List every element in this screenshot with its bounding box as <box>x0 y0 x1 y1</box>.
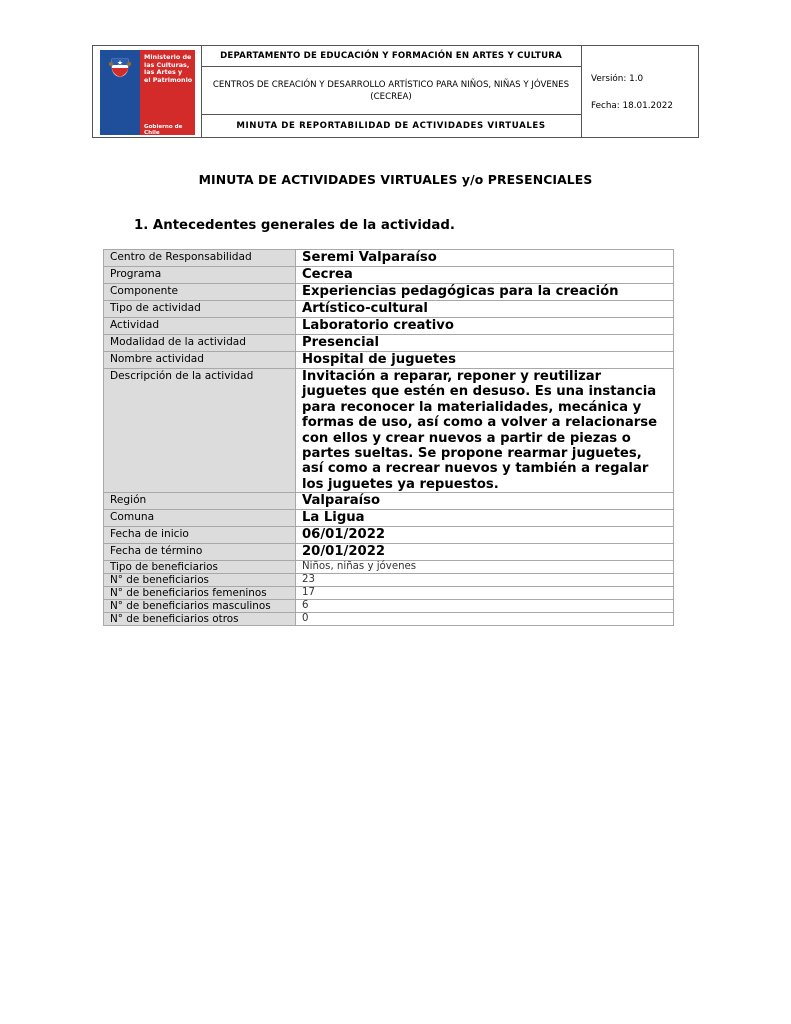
row-label: Componente <box>104 284 296 301</box>
row-label: Nombre actividad <box>104 352 296 369</box>
row-label: N° de beneficiarios femeninos <box>104 587 296 600</box>
government-label: Gobierno de Chile <box>144 124 183 136</box>
row-label: Fecha de inicio <box>104 527 296 544</box>
row-value: Experiencias pedagógicas para la creación <box>296 284 674 301</box>
header-meta <box>583 46 698 137</box>
table-row <box>104 267 674 284</box>
logo-cell <box>93 46 202 137</box>
table-row <box>104 301 674 318</box>
table-row <box>104 318 674 335</box>
version-label: Versión: 1.0 <box>591 74 644 84</box>
row-value: 06/01/2022 <box>296 527 674 544</box>
row-label: N° de beneficiarios otros <box>104 613 296 626</box>
row-label: Región <box>104 493 296 510</box>
table-row <box>104 527 674 544</box>
header-center <box>201 46 582 137</box>
table-row <box>104 561 674 574</box>
row-label: N° de beneficiarios masculinos <box>104 600 296 613</box>
table-row <box>104 369 674 493</box>
row-value: Invitación a reparar, reponer y reutilizar juguetes que estén en desuso. Es una instancia para reconocer la materialidades, mecánica y formas de uso, así como a volver a relacionarse con ellos y crear nuevos a partir de piezas o partes sueltas. Se propone rearmar juguetes, así como a recrear nuevos y también a regalar los juguetes ya repuestos. <box>296 369 674 493</box>
row-value: 23 <box>296 574 674 587</box>
table-row <box>104 284 674 301</box>
row-label: N° de beneficiarios <box>104 574 296 587</box>
table-row <box>104 352 674 369</box>
ministry-logo <box>100 50 195 135</box>
row-value: Cecrea <box>296 267 674 284</box>
document-header <box>92 45 699 138</box>
document-type: MINUTA DE REPORTABILIDAD DE ACTIVIDADES VIRTUALES <box>236 121 546 131</box>
row-value: 17 <box>296 587 674 600</box>
table-row <box>104 544 674 561</box>
table-row <box>104 587 674 600</box>
table-row <box>104 510 674 527</box>
table-row <box>104 250 674 267</box>
row-value: 6 <box>296 600 674 613</box>
row-value: 0 <box>296 613 674 626</box>
department-name: DEPARTAMENTO DE EDUCACIÓN Y FORMACIÓN EN ARTES Y CULTURA <box>201 46 581 67</box>
row-label: Tipo de actividad <box>104 301 296 318</box>
row-label: Descripción de la actividad <box>104 369 296 493</box>
table-row <box>104 600 674 613</box>
row-label: Actividad <box>104 318 296 335</box>
row-value: Valparaíso <box>296 493 674 510</box>
coat-of-arms-icon <box>108 56 132 78</box>
row-value: Artístico-cultural <box>296 301 674 318</box>
logo-line: el Patrimonio <box>144 75 193 84</box>
row-label: Programa <box>104 267 296 284</box>
row-label: Centro de Responsabilidad <box>104 250 296 267</box>
logo-line: las Artes y <box>144 68 183 77</box>
logo-line: Ministerio de <box>144 53 192 61</box>
row-value: Presencial <box>296 335 674 352</box>
row-value: La Ligua <box>296 510 674 527</box>
table-row <box>104 493 674 510</box>
logo-line: las Culturas, <box>144 60 190 69</box>
table-row <box>104 335 674 352</box>
row-value: Niños, niñas y jóvenes <box>296 561 674 574</box>
table-row <box>104 574 674 587</box>
row-label: Fecha de término <box>104 544 296 561</box>
row-value: Laboratorio creativo <box>296 318 674 335</box>
row-label: Tipo de beneficiarios <box>104 561 296 574</box>
page-title: MINUTA DE ACTIVIDADES VIRTUALES y/o PRESENCIALES <box>198 172 593 187</box>
section-heading: 1. Antecedentes generales de la actividad. <box>134 218 455 233</box>
row-value: Hospital de juguetes <box>296 352 674 369</box>
date-label: Fecha: 18.01.2022 <box>591 101 673 111</box>
row-label: Comuna <box>104 510 296 527</box>
row-value: Seremi Valparaíso <box>296 250 674 267</box>
table-row <box>104 613 674 626</box>
row-value: 20/01/2022 <box>296 544 674 561</box>
program-name: CENTROS DE CREACIÓN Y DESARROLLO ARTÍSTICO PARA NIÑOS, NIÑAS Y JÓVENES (CECREA) <box>201 67 581 115</box>
row-label: Modalidad de la actividad <box>104 335 296 352</box>
activity-info-table <box>103 249 674 626</box>
